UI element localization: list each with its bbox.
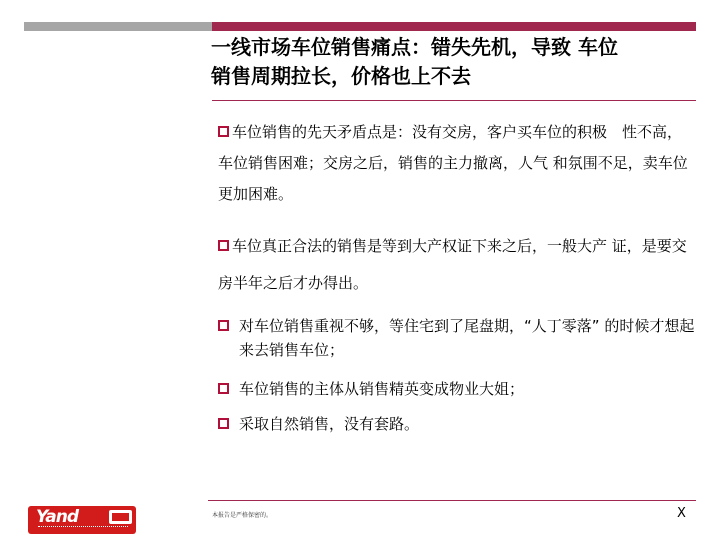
header-red-bar bbox=[212, 22, 696, 31]
logo-wordmark: Yand bbox=[36, 507, 79, 527]
square-bullet-icon bbox=[218, 126, 229, 137]
bullet-list-3 bbox=[218, 412, 698, 436]
bullet-list-2 bbox=[218, 377, 698, 401]
square-bullet-icon bbox=[218, 240, 229, 251]
paragraph-1-text: 车位销售的先天矛盾点是：没有交房，客户买车位的积极 性不高，车位销售困难；交房之后，销售的主力撤离，人气 和氛围不足，卖车位更加困难。 bbox=[218, 123, 688, 203]
footer-divider bbox=[208, 500, 696, 501]
bullet-list-1 bbox=[218, 314, 698, 362]
page-number: X bbox=[677, 506, 686, 521]
bullet-text: 采取自然销售，没有套路。 bbox=[239, 415, 420, 433]
paragraph-1 bbox=[218, 117, 694, 210]
bullet-item bbox=[218, 377, 698, 401]
bullet-text: 车位销售的主体从销售精英变成物业大姐； bbox=[239, 380, 525, 398]
paragraph-2 bbox=[218, 228, 694, 302]
logo-badge-icon bbox=[109, 510, 132, 524]
bullet-text: 对车位销售重视不够，等住宅到了尾盘期，“人丁零落” 的时候才想起来去销售车位； bbox=[239, 317, 695, 359]
square-bullet-icon bbox=[218, 418, 229, 429]
paragraph-2-text: 车位真正合法的销售是等到大产权证下来之后，一般大产 证，是要交房半年之后才办得出。 bbox=[218, 237, 687, 292]
title-line-1: 一线市场车位销售痛点：错失先机，导致 车位 bbox=[211, 35, 618, 59]
confidential-note: 本报告是严格保密的。 bbox=[212, 512, 273, 519]
title-divider bbox=[212, 100, 696, 101]
square-bullet-icon bbox=[218, 320, 229, 331]
title-line-2: 销售周期拉长，价格也上不去 bbox=[211, 64, 471, 88]
slide-title bbox=[211, 33, 701, 91]
header-gray-bar bbox=[24, 22, 212, 31]
bullet-item bbox=[218, 412, 698, 436]
bullet-item bbox=[218, 314, 698, 362]
company-logo bbox=[28, 506, 136, 534]
logo-tagline-mark bbox=[38, 526, 128, 530]
square-bullet-icon bbox=[218, 383, 229, 394]
